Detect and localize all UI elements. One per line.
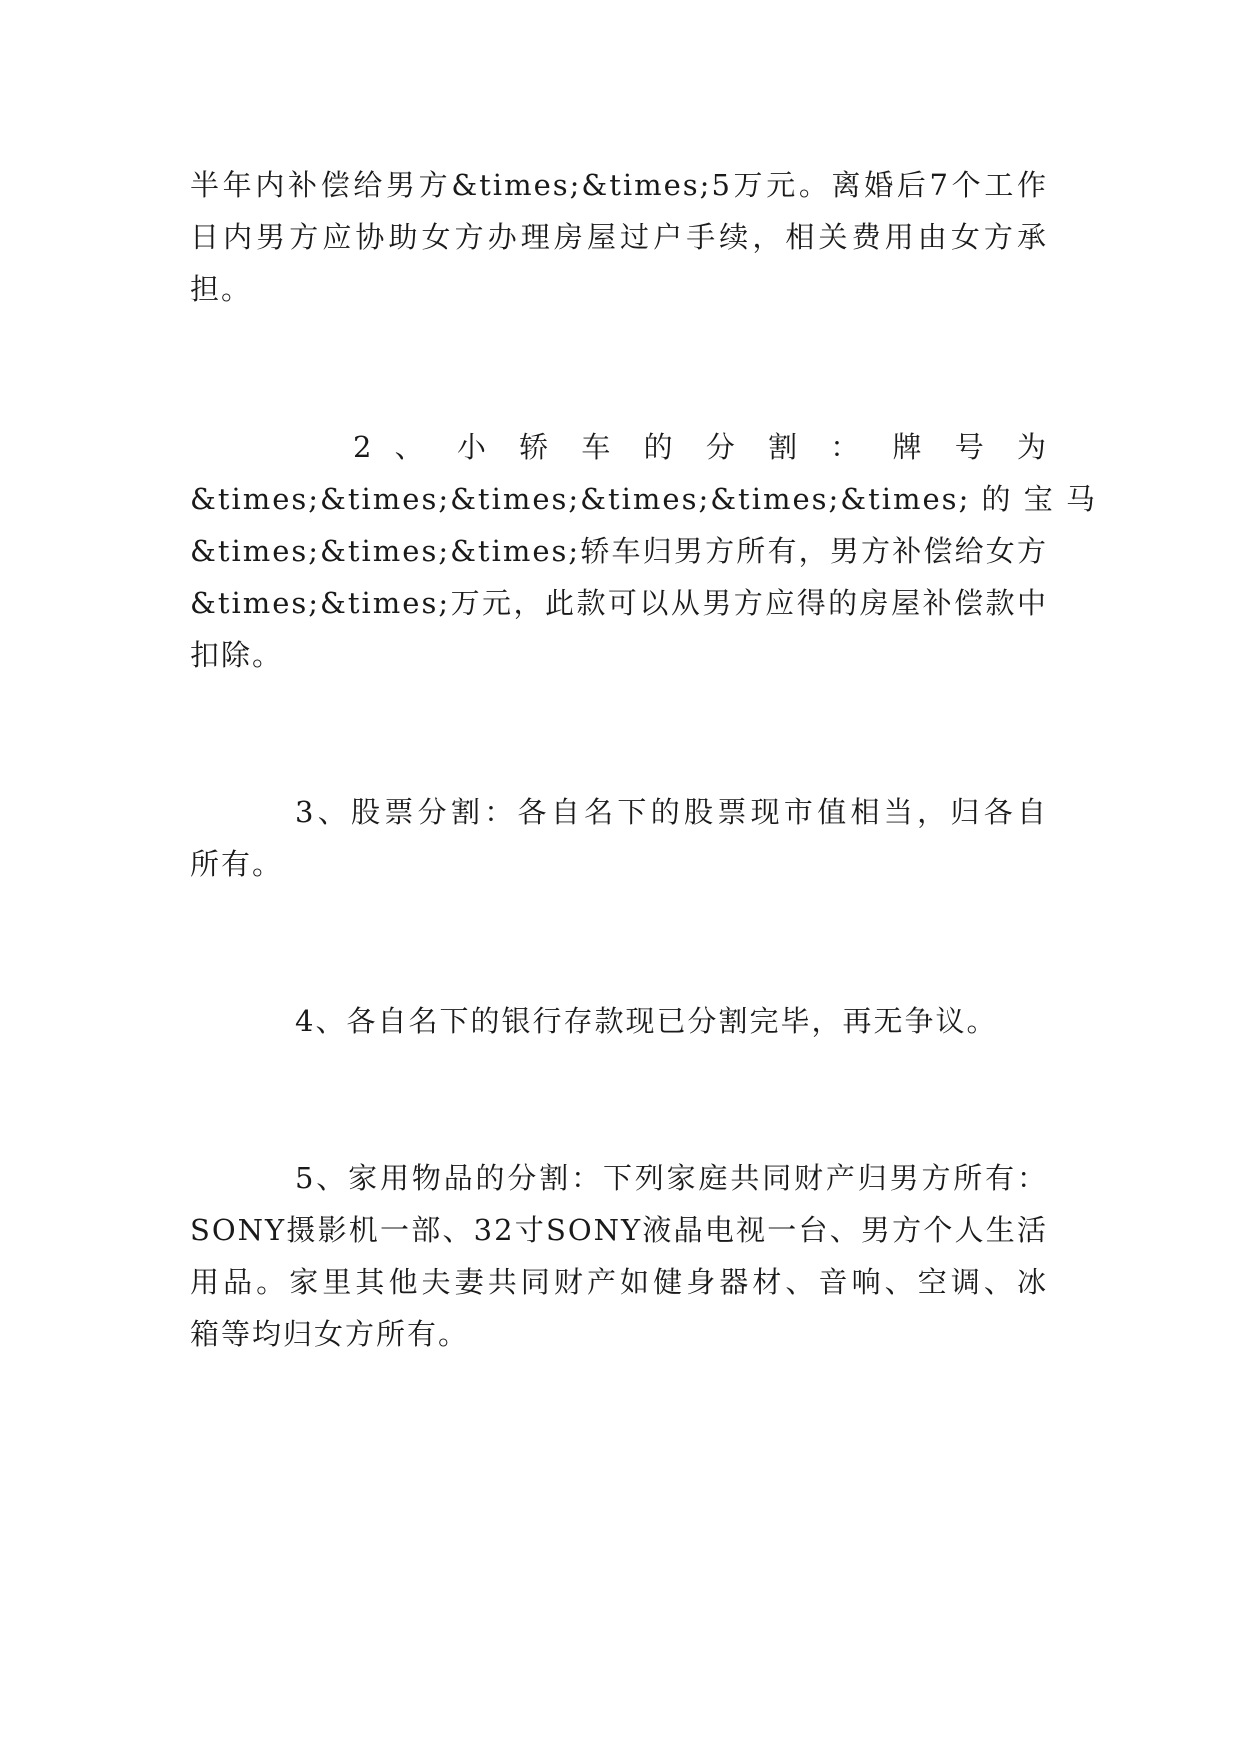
text-line: &times;&times;&times;轿车归男方所有，男方补偿给女方 bbox=[190, 534, 1048, 568]
text-line: 所有。 bbox=[190, 847, 284, 881]
text-line: 扣除。 bbox=[190, 638, 284, 672]
text-line: 担。 bbox=[190, 272, 253, 306]
text-line: 半年内补偿给男方&times;&times;5万元。离婚后7个工作 bbox=[190, 168, 1048, 202]
text-line: 4、各自名下的银行存款现已分割完毕，再无争议。 bbox=[295, 1004, 998, 1038]
text-line: 3、股票分割：各自名下的股票现市值相当，归各自 bbox=[295, 795, 1048, 829]
text-line: 箱等均归女方所有。 bbox=[190, 1317, 470, 1351]
text-line: SONY摄影机一部、32寸SONY液晶电视一台、男方个人生活 bbox=[190, 1213, 1048, 1247]
text-line: 5、家用物品的分割：下列家庭共同财产归男方所有： bbox=[295, 1161, 1048, 1195]
text-line: &times;&times;万元，此款可以从男方应得的房屋补偿款中 bbox=[190, 586, 1048, 620]
text-line: 日内男方应协助女方办理房屋过户手续，相关费用由女方承 bbox=[190, 220, 1048, 254]
text-line: 用品。家里其他夫妻共同财产如健身器材、音响、空调、冰 bbox=[190, 1265, 1048, 1299]
text-line: &times;&times;&times;&times;&times;&times; 的 宝 马 bbox=[190, 482, 1097, 516]
text-line: 2 、 小 轿 车 的 分 割 ： 牌 号 为 bbox=[353, 430, 1048, 464]
